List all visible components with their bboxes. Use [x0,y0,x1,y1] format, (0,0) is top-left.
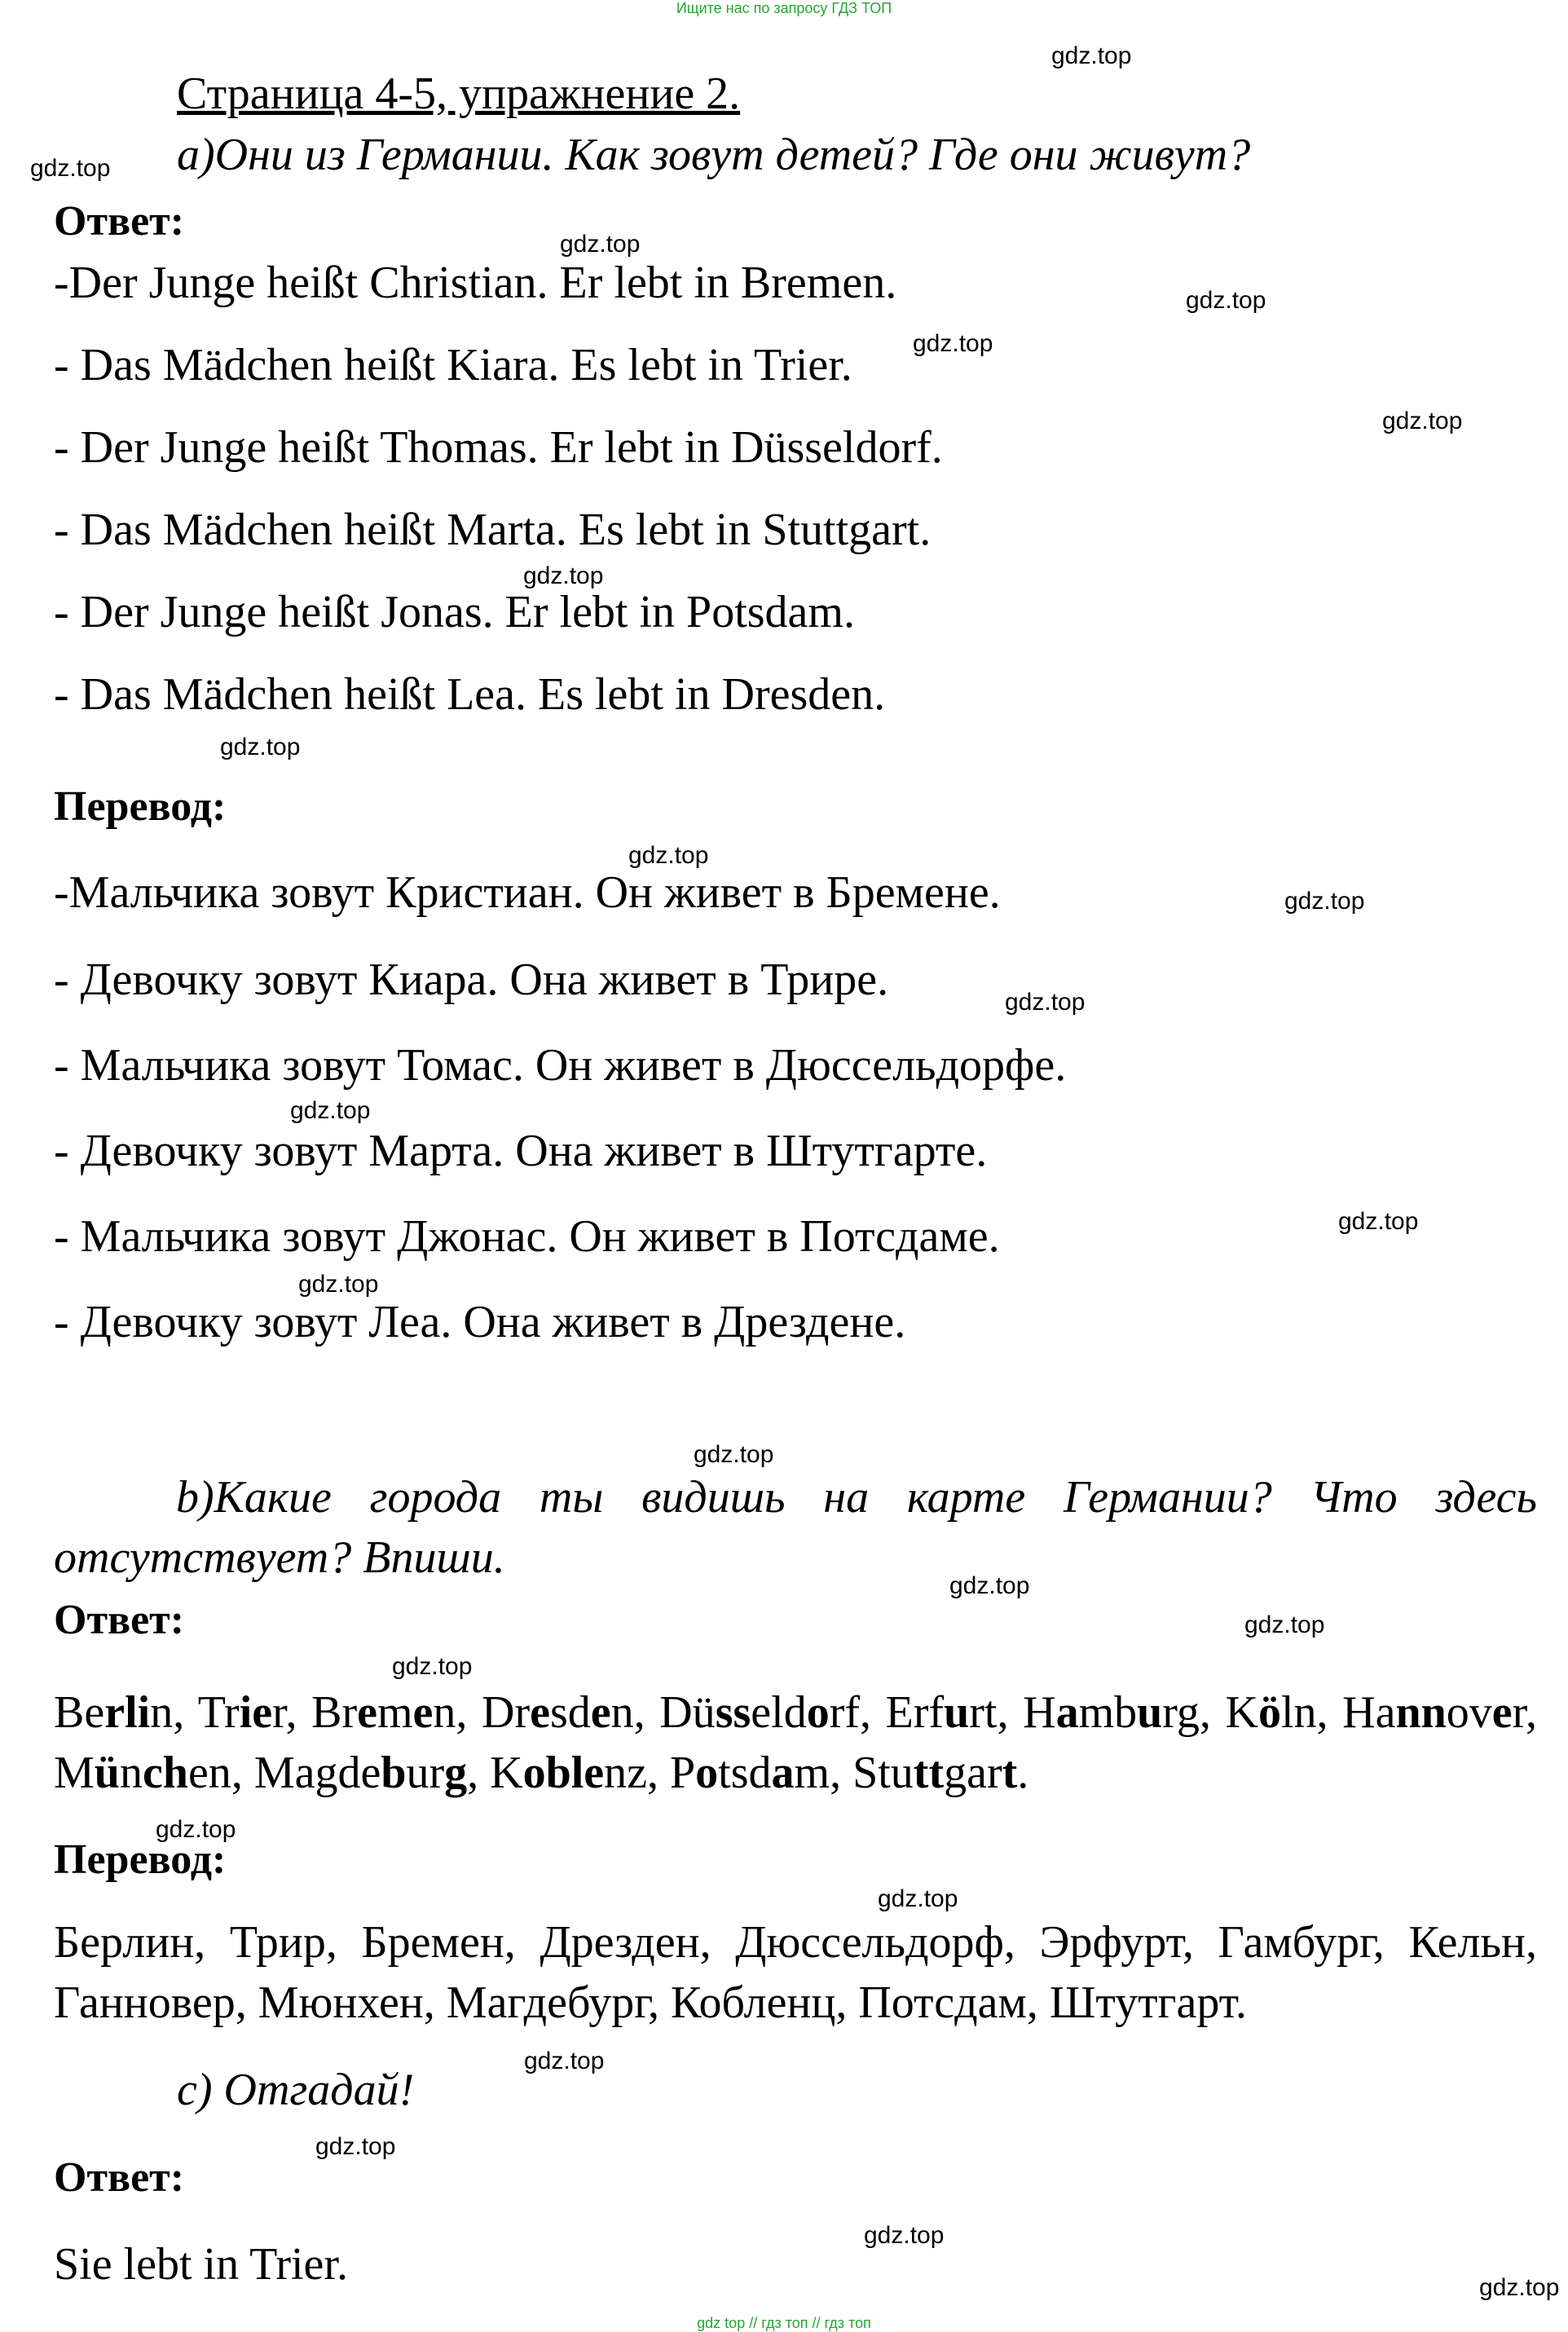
answer-line: - Das Mädchen heißt Kiara. Es lebt in Trier. [54,340,852,390]
watermark: gdz.top [949,1572,1030,1599]
city-word: Hannover [1342,1687,1526,1738]
translation-label-a: Перевод: [54,783,227,830]
watermark: gdz.top [220,734,301,760]
city-word: Bremen [311,1687,456,1738]
watermark: gdz.top [392,1653,473,1680]
answer-label-b: Ответ: [54,1597,185,1643]
watermark: gdz.top [1005,989,1086,1016]
answer-line: - Das Mädchen heißt Lea. Es lebt in Dresden. [54,669,886,720]
answer-line: - Der Junge heißt Jonas. Er lebt in Potsdam. [54,587,855,637]
watermark: gdz.top [628,842,709,869]
city-word: Köln [1225,1687,1317,1738]
watermark: gdz.top [523,562,604,589]
answer-label-c: Ответ: [54,2154,185,2201]
answer-c: Sie lebt in Trier. [54,2239,348,2290]
city-word: Düsseldorf [659,1687,860,1738]
task-b: b)Какие города ты видишь на карте Германии? Что здесь отсутствует? Впиши. [54,1472,1537,1583]
watermark: gdz.top [1284,888,1365,915]
city-word: Koblenz [490,1748,648,1798]
translation-line: - Мальчика зовут Джонас. Он живет в Потсдаме. [54,1211,1000,1262]
watermark: gdz.top [1186,287,1266,314]
watermark: gdz.top [524,2048,605,2074]
watermark: gdz.top [878,1885,958,1912]
translation-line: -Мальчика зовут Кристиан. Он живет в Бремене. [54,867,1001,918]
promo-note: Ищите нас по запросу ГДЗ ТОП [676,0,892,16]
city-translation: Берлин, Трир, Бремен, Дрезден, Дюссельдорф, Эрфурт, Гамбург, Кельн, Ганновер, Мюнхен, Магдебург, Кобленц, Потсдам, Штутгарт. [54,1917,1537,2028]
translation-line: - Девочку зовут Киара. Она живет в Трире. [54,954,889,1005]
translation-line: - Мальчика зовут Томас. Он живет в Дюссельдорфе. [54,1040,1067,1091]
watermark: gdz.top [290,1097,371,1124]
watermark: gdz.top [1479,2274,1560,2301]
city-word: Dresden [482,1687,634,1738]
answer-line: - Der Junge heißt Thomas. Er lebt in Düsseldorf. [54,422,943,473]
city-word: Stuttgart [852,1748,1018,1798]
answer-label-a: Ответ: [54,198,185,245]
city-word: Berlin [54,1687,174,1738]
city-word: Magdeburg [253,1748,468,1798]
watermark: gdz.top [913,330,993,357]
city-word: München [54,1748,231,1798]
watermark: gdz.top [694,1441,774,1468]
watermark: gdz.top [315,2133,396,2160]
watermark: gdz.top [156,1816,236,1843]
task-a: а)Они из Германии. Как зовут детей? Где они живут? [177,130,1251,180]
city-word: Trier [197,1687,286,1738]
page-title: Страница 4-5, упражнение 2. [177,68,741,119]
task-c: c) Отгадай! [177,2065,415,2115]
city-word: Erfurt [885,1687,998,1738]
answer-line: - Das Mädchen heißt Marta. Es lebt in Stuttgart. [54,505,932,555]
watermark: gdz.top [1338,1208,1419,1235]
watermark: gdz.top [864,2222,945,2249]
translation-line: - Девочку зовут Леа. Она живет в Дрездене. [54,1297,906,1347]
watermark: gdz.top [30,155,111,182]
footer-note: gdz top // гдз топ // гдз топ [697,2315,871,2331]
translation-label-b: Перевод: [54,1836,227,1883]
city-list: Berlin, Trier, Bremen, Dresden, Düsseldorf, Erfurt, Hamburg, Köln, Hannover, München, Magdeburg, Koblenz, Potsdam, Stuttgart. [54,1687,1538,1798]
watermark: gdz.top [1382,408,1463,434]
answer-line: -Der Junge heißt Christian. Er lebt in Bremen. [54,258,897,308]
watermark: gdz.top [560,231,641,258]
watermark: gdz.top [1244,1611,1325,1638]
watermark: gdz.top [1051,42,1132,69]
city-word: Hamburg [1023,1687,1200,1738]
city-word: Potsdam [670,1748,830,1798]
watermark: gdz.top [298,1271,379,1298]
translation-line: - Девочку зовут Марта. Она живет в Штутгарте. [54,1126,988,1176]
